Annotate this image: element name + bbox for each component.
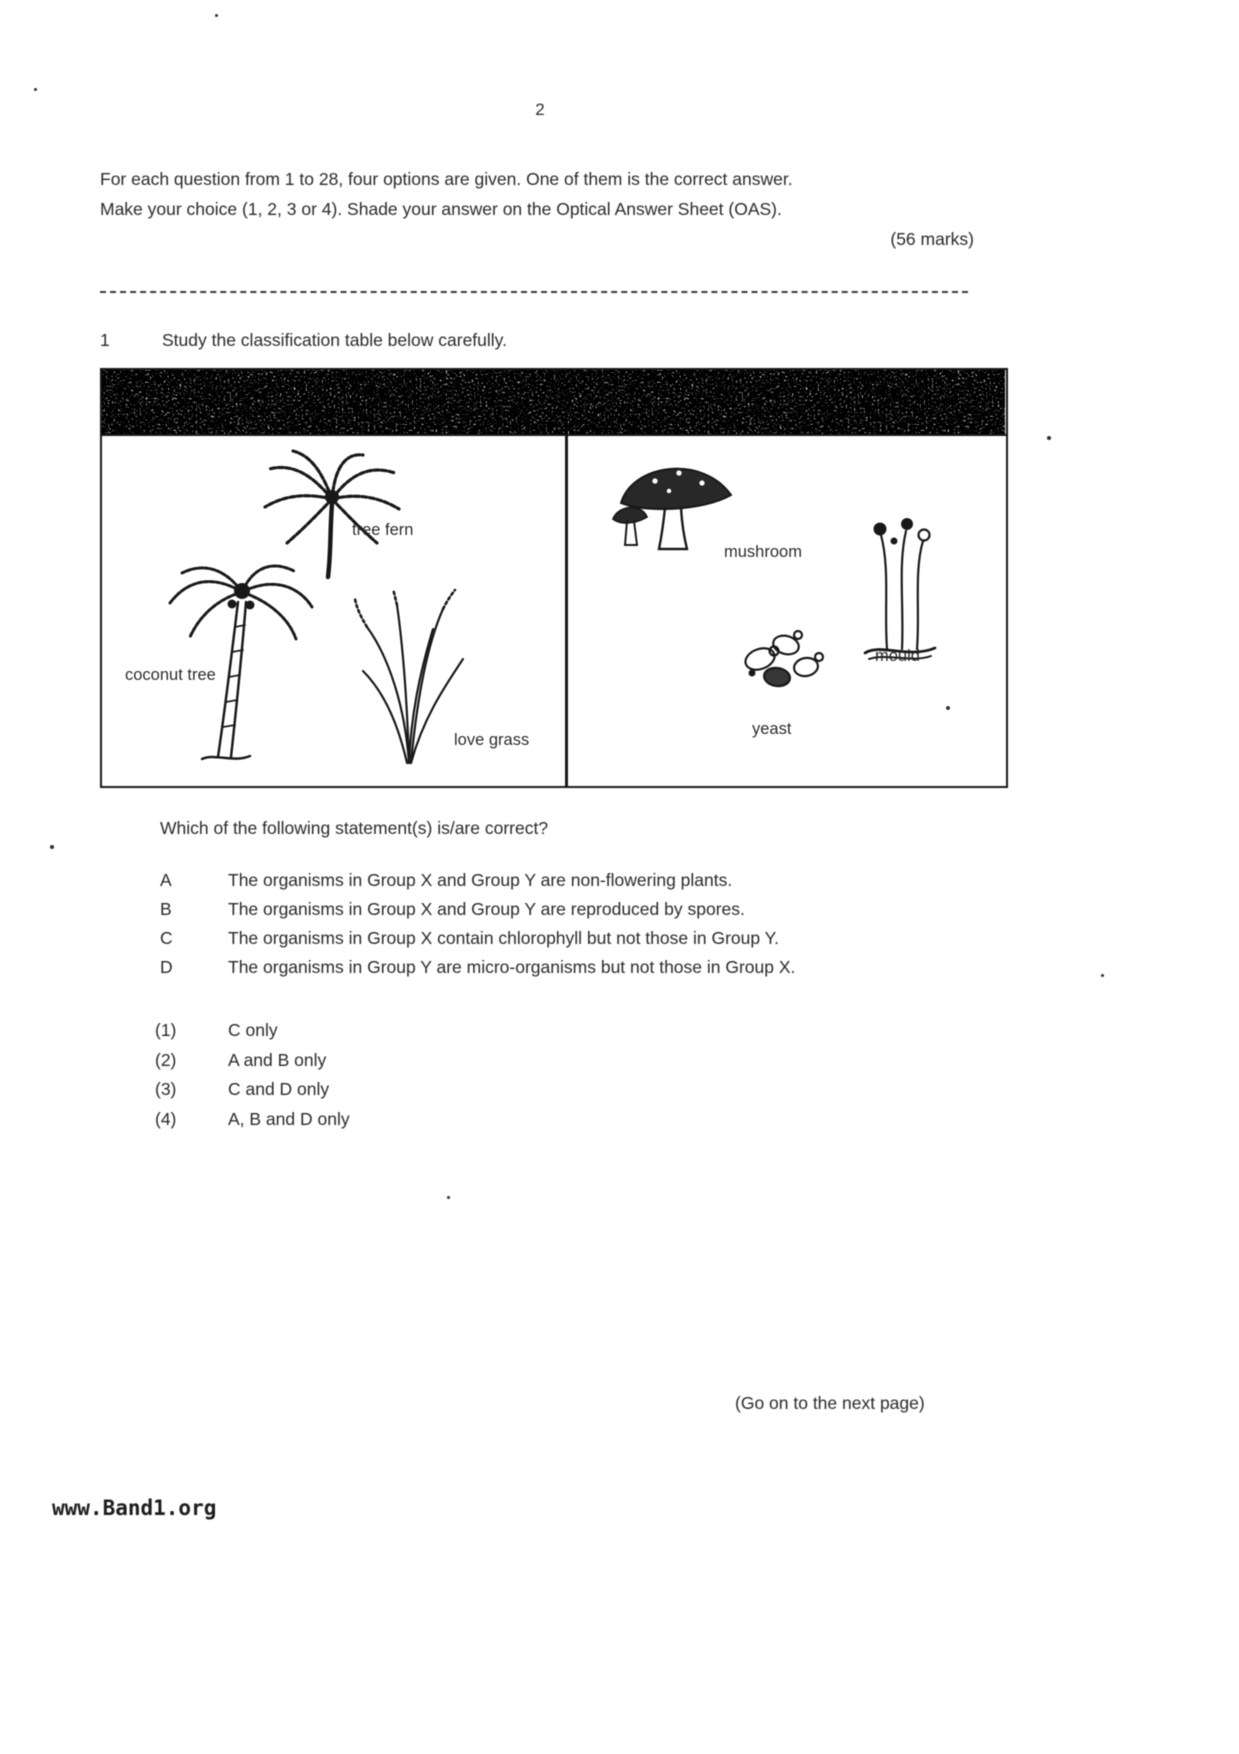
yeast-drawing [722,607,842,712]
statement-row [160,924,1020,953]
instructions-block [100,164,980,254]
classification-table [100,368,1008,788]
statement-text: The organisms in Group X contain chlorophyll but not those in Group Y. [228,928,779,948]
answer-option [155,1075,655,1105]
statement-letter: C [160,928,173,948]
question-number: 1 [100,330,110,350]
option-text: A, B and D only [228,1108,350,1129]
mould-drawing [857,507,942,667]
marks-note: (56 marks) [890,229,974,249]
dashed-separator [100,291,968,293]
label-yeast: yeast [752,720,792,738]
coconut-tree-drawing [142,557,322,772]
answer-option [155,1046,655,1076]
label-mould: mould [875,647,920,665]
option-number: (4) [155,1108,177,1129]
footer-watermark-url: www.Band1.org [52,1496,217,1520]
label-mushroom: mushroom [724,543,802,561]
statement-letter: A [160,870,172,890]
statement-row [160,866,1020,895]
scan-artifact-dot [34,88,37,91]
scan-artifact-dot [1101,974,1104,977]
statement-text: The organisms in Group Y are micro-organisms but not those in Group X. [228,957,796,977]
answer-option [155,1105,655,1135]
scan-noise-texture [102,370,1005,434]
statement-text: The organisms in Group X and Group Y are non-flowering plants. [228,870,733,890]
option-number: (1) [155,1020,177,1040]
answer-option [155,1016,655,1046]
scan-artifact-dot [50,845,54,849]
page-number: 2 [535,100,545,119]
option-text: C and D only [228,1079,330,1099]
scan-artifact-dot [215,14,218,17]
statement-letter: B [160,899,172,919]
scan-artifact-dot [946,706,950,710]
option-text: A and B only [228,1049,327,1070]
question-sub-prompt: Which of the following statement(s) is/are correct? [160,818,549,838]
label-coconut-tree: coconut tree [125,666,216,684]
option-number: (3) [155,1079,177,1099]
statement-letter: D [160,957,173,977]
statement-text: The organisms in Group X and Group Y are reproduced by spores. [228,899,745,919]
statement-row [160,895,1020,924]
label-love-grass: love grass [454,731,530,749]
scan-artifact-dot [447,1196,450,1199]
label-tree-fern: tree fern [352,521,414,539]
option-text: C only [228,1020,278,1040]
answer-options-list [155,1016,655,1134]
table-header-noise-band [102,370,1006,436]
table-column-divider [565,436,568,786]
instructions-line-2: Make your choice (1, 2, 3 or 4). Shade your answer on the Optical Answer Sheet (OAS). [100,199,782,219]
next-page-note: (Go on to the next page) [735,1393,925,1413]
scan-artifact-dot [1047,436,1051,440]
statements-list [160,866,1020,982]
option-number: (2) [155,1049,177,1070]
instructions-line-1: For each question from 1 to 28, four options are given. One of them is the correct answer. [100,169,793,189]
statement-row [160,953,1020,982]
question-prompt: Study the classification table below carefully. [162,330,507,350]
